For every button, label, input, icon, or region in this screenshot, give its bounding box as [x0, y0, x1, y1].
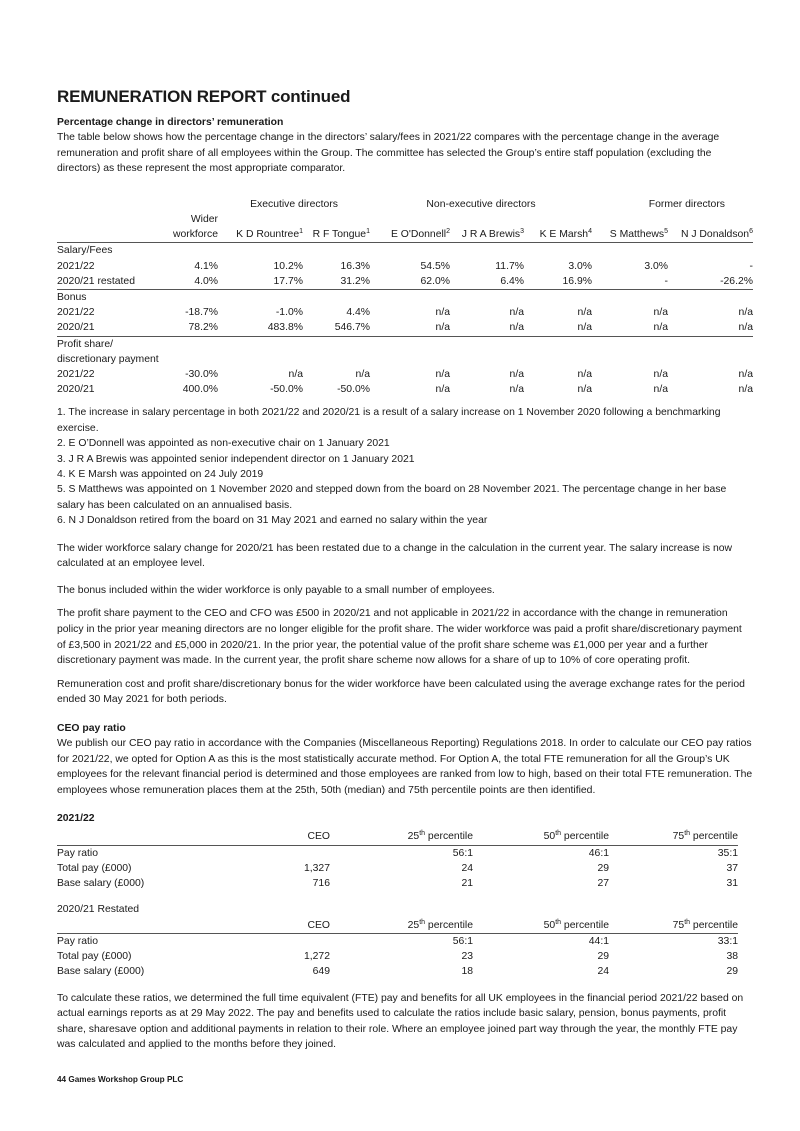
- col-wider-top: Wider: [190, 213, 218, 225]
- ratio-table-title: 2020/21 Restated: [57, 904, 140, 916]
- col-header: N J Donaldson$^6$: [668, 227, 753, 243]
- paragraph: The bonus included within the wider workforce is only payable to a small number of employees.: [57, 584, 495, 596]
- table-row: Base salary (£000) 649 18 24 29: [57, 966, 738, 978]
- page-content: [57, 86, 753, 1053]
- page-title: REMUNERATION REPORT continued: [57, 87, 351, 106]
- table-row: Total pay (£000) 1,272 23 29 38: [57, 951, 738, 963]
- table-row: 2020/21 400.0% -50.0% -50.0% n/a n/a n/a n/a n/a: [57, 384, 753, 396]
- paragraph: The wider workforce salary change for 2020/21 has been restated due to a change in the calculation in the current year. The salary increase is now calculated at an employee level.: [57, 542, 733, 570]
- table-row: 2021/22 -30.0% n/a n/a n/a n/a n/a n/a n/a: [57, 369, 753, 381]
- col-header: K E Marsh$^4$: [524, 227, 592, 243]
- table-row: Base salary (£000) 716 21 27 31: [57, 878, 738, 889]
- paragraph: The profit share payment to the CEO and CFO was £500 in 2020/21 and not applicable in 2021/22 in accordance with the change in remuneration policy in the prior year meaning directors are no longer eligible for the profit share. The wider workforce was paid a profit share/discretionary payment of £3,500 in 2021/22 and £5,000 in 2020/21. In the prior year, the potential value of the profit share scheme was £1,000 per year and a further discretionary payment was made. In the current year, the profit share scheme now allows for a share of up to 10% of core operating profit.: [57, 608, 742, 667]
- table-row: 2020/21 78.2% 483.8% 546.7% n/a n/a n/a n/a n/a: [57, 320, 753, 336]
- footnote: 2. E O’Donnell was appointed as non-executive chair on 1 January 2021: [57, 438, 390, 450]
- table-row: 2021/22 -18.7% -1.0% 4.4% n/a n/a n/a n/a n/a: [57, 307, 753, 319]
- section-label: Profit share/: [57, 338, 114, 350]
- remuneration-change-table: [57, 197, 753, 398]
- footnote: 3. J R A Brewis was appointed senior independent director on 1 January 2021: [57, 453, 415, 465]
- section-heading-ceo-pay-ratio: CEO pay ratio: [57, 723, 126, 735]
- section-label: discretionary payment: [57, 353, 159, 365]
- table-row: Pay ratio 56:1 46:1 35:1: [57, 847, 738, 859]
- col-wider-workforce: workforce: [162, 227, 218, 243]
- table-row: 2020/21 restated 4.0% 17.7% 31.2% 62.0% 6.4% 16.9% - -26.2%: [57, 274, 753, 290]
- table-header-row: CEO 25th percentile 50th percentile 75th percentile: [57, 918, 738, 934]
- pay-ratio-table-2020-21: [57, 918, 738, 980]
- group-former-directors: Former directors: [648, 198, 725, 210]
- paragraph: Remuneration cost and profit share/discretionary bonus for the wider workforce have been calculated using the average exchange rates for the period ended 30 May 2021 for both periods.: [57, 678, 745, 706]
- ratio-table-title: 2021/22: [57, 813, 95, 825]
- table-row: Pay ratio 56:1 44:1 33:1: [57, 936, 738, 947]
- table-header-row: [57, 227, 753, 243]
- col-header: J R A Brewis$^3$: [450, 227, 524, 243]
- section-label: Salary/Fees: [57, 245, 113, 257]
- footnote: 1. The increase in salary percentage in both 2021/22 and 2020/21 is a result of a salary increase on 1 November 2020 following a benchmarking exercise.: [57, 407, 721, 434]
- col-header: R F Tongue$^1$: [303, 227, 370, 243]
- col-header: E O'Donnell$^2$: [370, 227, 450, 243]
- group-executive-directors: Executive directors: [250, 198, 338, 210]
- table-row: 2021/22 4.1% 10.2% 16.3% 54.5% 11.7% 3.0% 3.0% -: [57, 260, 753, 272]
- ceo-closing-paragraph: To calculate these ratios, we determined the full time equivalent (FTE) pay and benefits for all UK employees in the financial period 2021/22 based on actual earnings reports as at 29 May 2022. The pay and benefits used to calculate the ratios include basic salary, pension, bonus payments, profit share, sharesave option and additional payments in relation to their role. Where an employee joined part way through the year, the monthly FTE pay was calculated and applied to the months before they joined.: [57, 992, 744, 1051]
- col-header: K D Rountree$^1$: [218, 227, 303, 243]
- section-heading-percentage-change: Percentage change in directors’ remuneration: [57, 117, 284, 128]
- section-label: Bonus: [57, 292, 87, 303]
- footnote: 6. N J Donaldson retired from the board on 31 May 2021 and earned no salary within the year: [57, 515, 488, 527]
- footnote: 4. K E Marsh was appointed on 24 July 2019: [57, 469, 264, 481]
- table-header-row: CEO 25th percentile 50th percentile 75th percentile: [57, 829, 738, 845]
- footnotes: [57, 405, 753, 528]
- table-row: Total pay (£000) 1,327 24 29 37: [57, 862, 738, 874]
- col-header: S Matthews$^5$: [592, 227, 668, 243]
- footnote: 5. S Matthews was appointed on 1 November 2020 and stepped down from the board on 28 November 2021. The percentage change in her base salary has been calculated on an annualised basis.: [57, 484, 727, 511]
- page-footer: 44 Games Workshop Group PLC: [57, 1075, 184, 1084]
- ceo-intro: We publish our CEO pay ratio in accordance with the Companies (Miscellaneous Reporting) Regulations 2018. In order to calculate our CEO pay ratios for 2021/22, we opted for Option A as this is the most statistically accurate method. For Option A, the total FTE remuneration for all the Group’s UK employees for the relevant financial period is determined and those employees are ranked from low to high, based on their total FTE remuneration. The employees whose remuneration places them at the 25th, 50th (median) and 75th percentile points are then identified.: [57, 738, 753, 796]
- pay-ratio-table-2021-22: [57, 829, 738, 891]
- section-intro: The table below shows how the percentage change in the directors’ salary/fees in 2021/22 compares with the percentage change in the average remuneration and profit share of all employees within the Group. The committee has selected the Group’s entire staff population (excluding the directors) as these represent the most appropriate comparator.: [57, 132, 720, 175]
- group-non-executive-directors: Non-executive directors: [426, 198, 536, 210]
